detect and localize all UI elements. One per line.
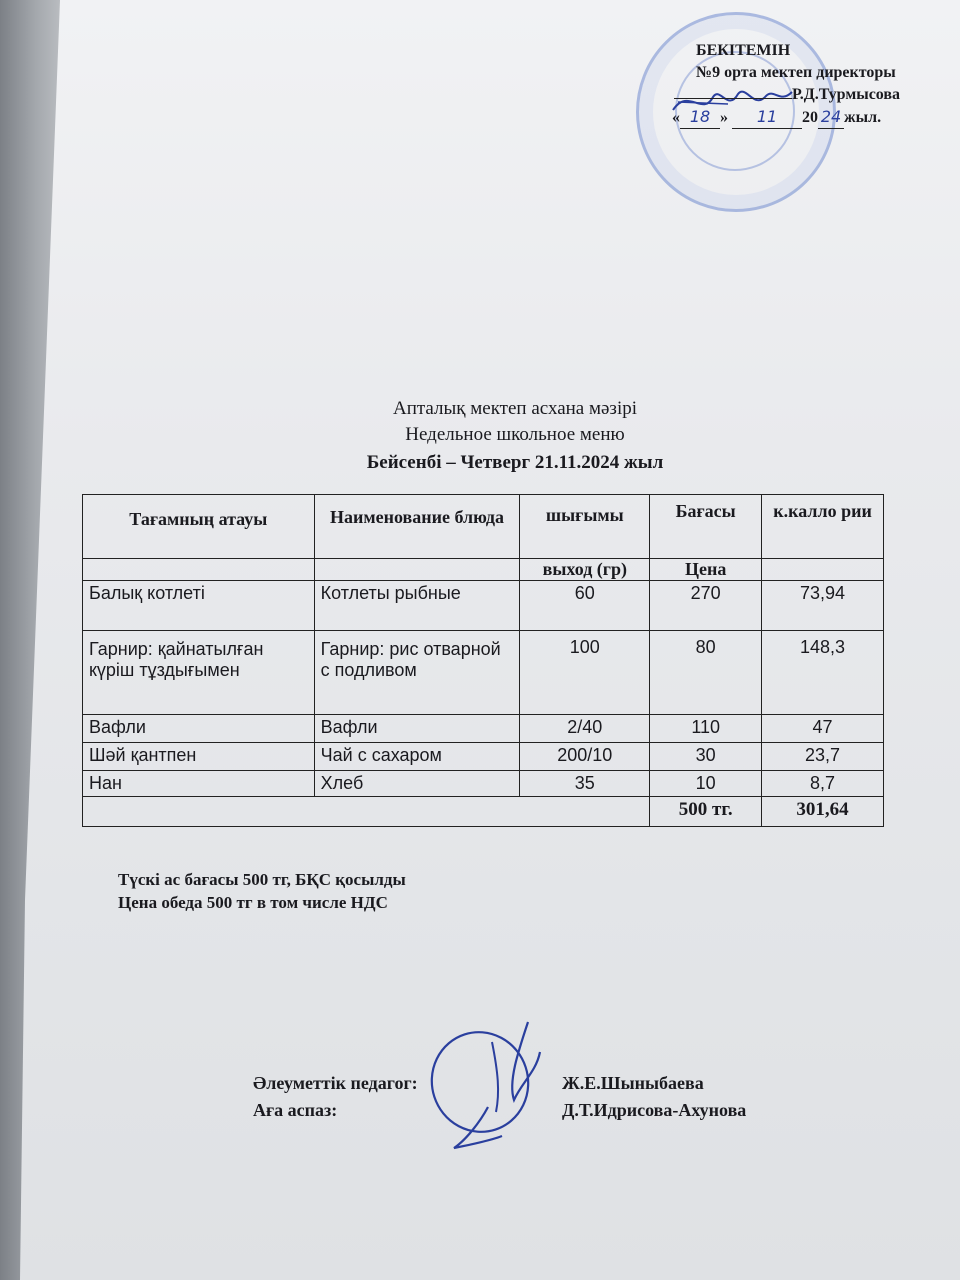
total-kcal: 301,64 bbox=[762, 797, 884, 827]
header-row-2 bbox=[83, 559, 884, 581]
table-row bbox=[83, 771, 884, 797]
table-row bbox=[83, 743, 884, 771]
date-year-suffix: 24 bbox=[818, 106, 844, 129]
menu-table bbox=[82, 494, 884, 827]
date-open-quote: « bbox=[672, 109, 680, 126]
dish-kcal: 148,3 bbox=[762, 631, 884, 715]
header-row-1 bbox=[83, 495, 884, 559]
dish-output: 35 bbox=[520, 771, 650, 797]
table-row bbox=[83, 631, 884, 715]
dish-price: 110 bbox=[650, 715, 762, 743]
signature-names bbox=[562, 1070, 746, 1124]
col-header-name-kz: Тағамның атауы bbox=[83, 495, 315, 559]
subheader-blank-1 bbox=[83, 559, 315, 581]
approval-block bbox=[672, 40, 900, 129]
lunch-price-notes bbox=[118, 868, 406, 914]
approval-director: Р.Д.Турмысова bbox=[792, 86, 901, 103]
dish-kcal: 47 bbox=[762, 715, 884, 743]
approval-title: БЕКІТЕМІН bbox=[696, 42, 791, 59]
subheader-price: Цена bbox=[650, 559, 762, 581]
dish-output: 2/40 bbox=[520, 715, 650, 743]
dish-name-kz: Нан bbox=[83, 771, 315, 797]
total-row bbox=[83, 797, 884, 827]
day-line: Бейсенбі – Четверг 21.11.2024 жыл bbox=[366, 452, 664, 473]
subheader-output: выход (гр) bbox=[520, 559, 650, 581]
signature-roles bbox=[253, 1070, 418, 1124]
dish-name-kz: Гарнир: қайнатылған күріш тұздығымен bbox=[83, 631, 315, 715]
col-header-kcal: к.калло рии bbox=[762, 495, 884, 559]
dish-output: 200/10 bbox=[520, 743, 650, 771]
dish-output: 60 bbox=[520, 581, 650, 631]
dish-name-ru: Чай с сахаром bbox=[314, 743, 520, 771]
dish-kcal: 8,7 bbox=[762, 771, 884, 797]
dish-price: 80 bbox=[650, 631, 762, 715]
date-close-quote: » bbox=[720, 109, 728, 126]
col-header-price: Бағасы bbox=[650, 495, 762, 559]
dish-price: 10 bbox=[650, 771, 762, 797]
approval-position: №9 орта мектеп директоры bbox=[696, 64, 896, 81]
name-social-pedagogue: Ж.Е.Шыныбаева bbox=[562, 1073, 704, 1093]
dish-name-ru: Гарнир: рис отварной с подливом bbox=[314, 631, 520, 715]
subheader-blank-2 bbox=[314, 559, 520, 581]
dish-name-ru: Котлеты рыбные bbox=[314, 581, 520, 631]
total-blank bbox=[83, 797, 650, 827]
dish-name-ru: Вафли bbox=[314, 715, 520, 743]
dish-kcal: 73,94 bbox=[762, 581, 884, 631]
dish-name-ru: Хлеб bbox=[314, 771, 520, 797]
date-word: жыл. bbox=[844, 109, 882, 126]
name-head-cook: Д.Т.Идрисова-Ахунова bbox=[562, 1100, 747, 1120]
table-row bbox=[83, 581, 884, 631]
note-ru: Цена обеда 500 тг в том числе НДС bbox=[118, 893, 388, 912]
col-header-output: шығымы bbox=[520, 495, 650, 559]
dish-kcal: 23,7 bbox=[762, 743, 884, 771]
total-price: 500 тг. bbox=[650, 797, 762, 827]
dish-price: 270 bbox=[650, 581, 762, 631]
subheader-blank-5 bbox=[762, 559, 884, 581]
date-month: 11 bbox=[732, 106, 802, 129]
col-header-name-ru: Наименование блюда bbox=[314, 495, 520, 559]
title-kazakh: Апталық мектеп асхана мәзірі bbox=[392, 398, 637, 419]
date-day: 18 bbox=[680, 106, 720, 129]
dish-name-kz: Вафли bbox=[83, 715, 315, 743]
role-social-pedagogue: Әлеуметтік педагог: bbox=[253, 1073, 418, 1093]
dish-name-kz: Шәй қантпен bbox=[83, 743, 315, 771]
note-kz: Түскі ас бағасы 500 тг, БҚС қосылды bbox=[118, 870, 406, 889]
role-head-cook: Аға аспаз: bbox=[253, 1100, 338, 1120]
dish-output: 100 bbox=[520, 631, 650, 715]
dish-name-kz: Балық котлеті bbox=[83, 581, 315, 631]
title-russian: Недельное школьное меню bbox=[405, 424, 625, 445]
date-year-prefix: 20 bbox=[802, 109, 818, 126]
dish-price: 30 bbox=[650, 743, 762, 771]
table-row bbox=[83, 715, 884, 743]
staff-signature bbox=[418, 1012, 558, 1162]
